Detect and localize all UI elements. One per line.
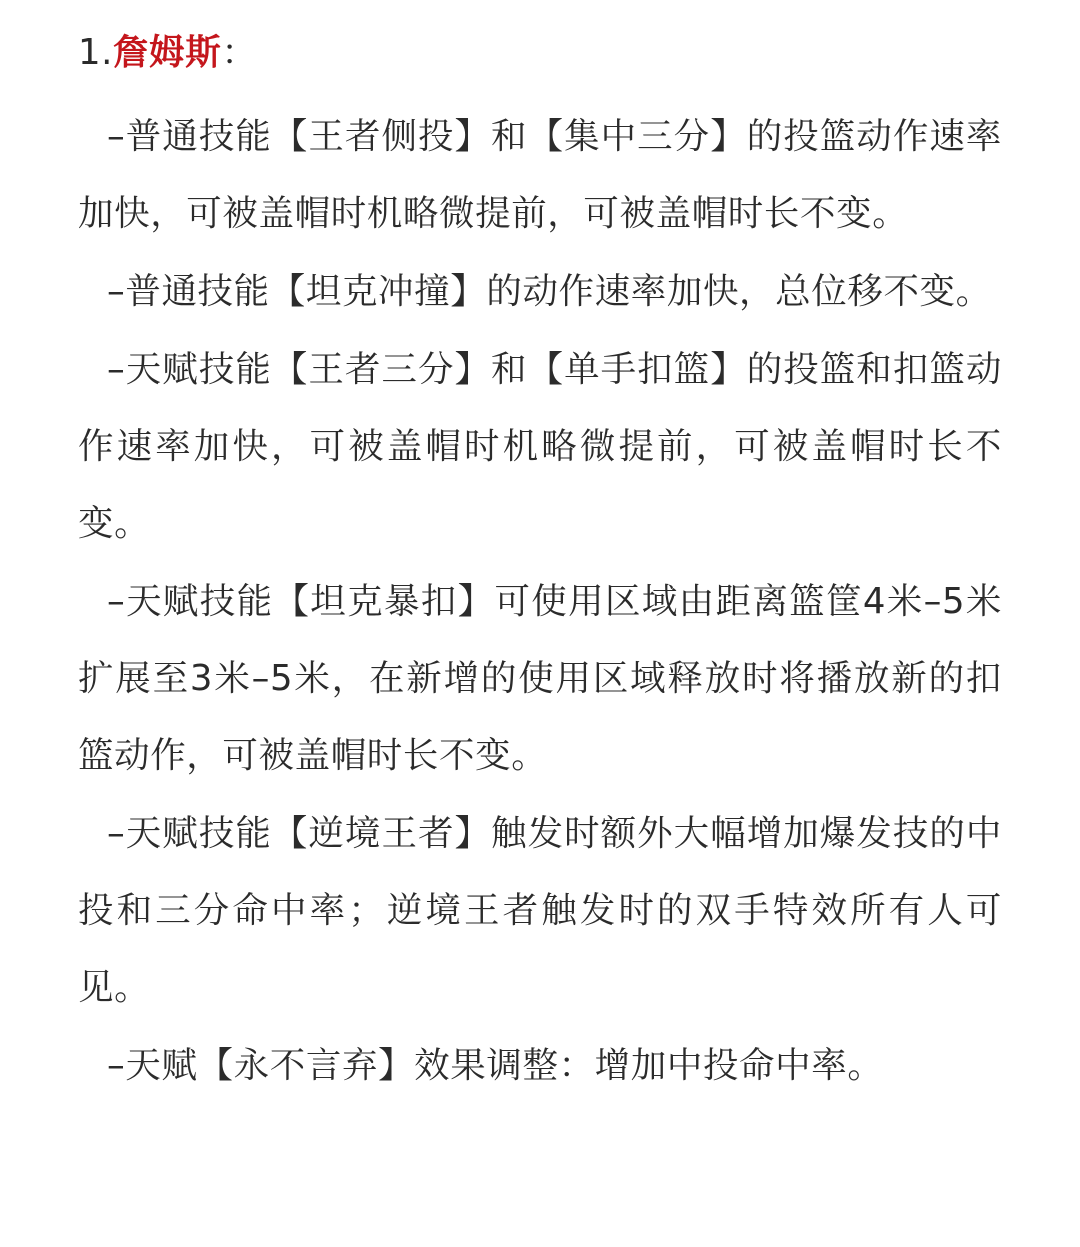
change-item-5: –天赋技能【逆境王者】触发时额外大幅增加爆发技的中投和三分命中率；逆境王者触发时的双手特效所有人可见。 [78,813,1002,1008]
change-item-6: –天赋【永不言弃】效果调整：增加中投命中率。 [107,1045,884,1086]
hero-heading [78,14,1002,91]
change-item-1: –普通技能【王者侧投】和【集中三分】的投篮动作速率加快，可被盖帽时机略微提前，可被盖帽时长不变。 [78,116,1002,234]
patch-notes-article [78,14,1002,1105]
change-item-4: –天赋技能【坦克暴扣】可使用区域由距离篮筐4米–5米扩展至3米–5米，在新增的使用区域释放时将播放新的扣篮动作，可被盖帽时长不变。 [78,581,1002,776]
heading-colon: ： [221,32,258,73]
change-item-3: –天赋技能【王者三分】和【单手扣篮】的投篮和扣篮动作速率加快，可被盖帽时机略微提前，可被盖帽时长不变。 [78,349,1002,544]
hero-name: 詹姆斯 [113,32,222,73]
heading-number: 1. [78,32,114,73]
change-item-2: –普通技能【坦克冲撞】的动作速率加快，总位移不变。 [107,271,992,312]
